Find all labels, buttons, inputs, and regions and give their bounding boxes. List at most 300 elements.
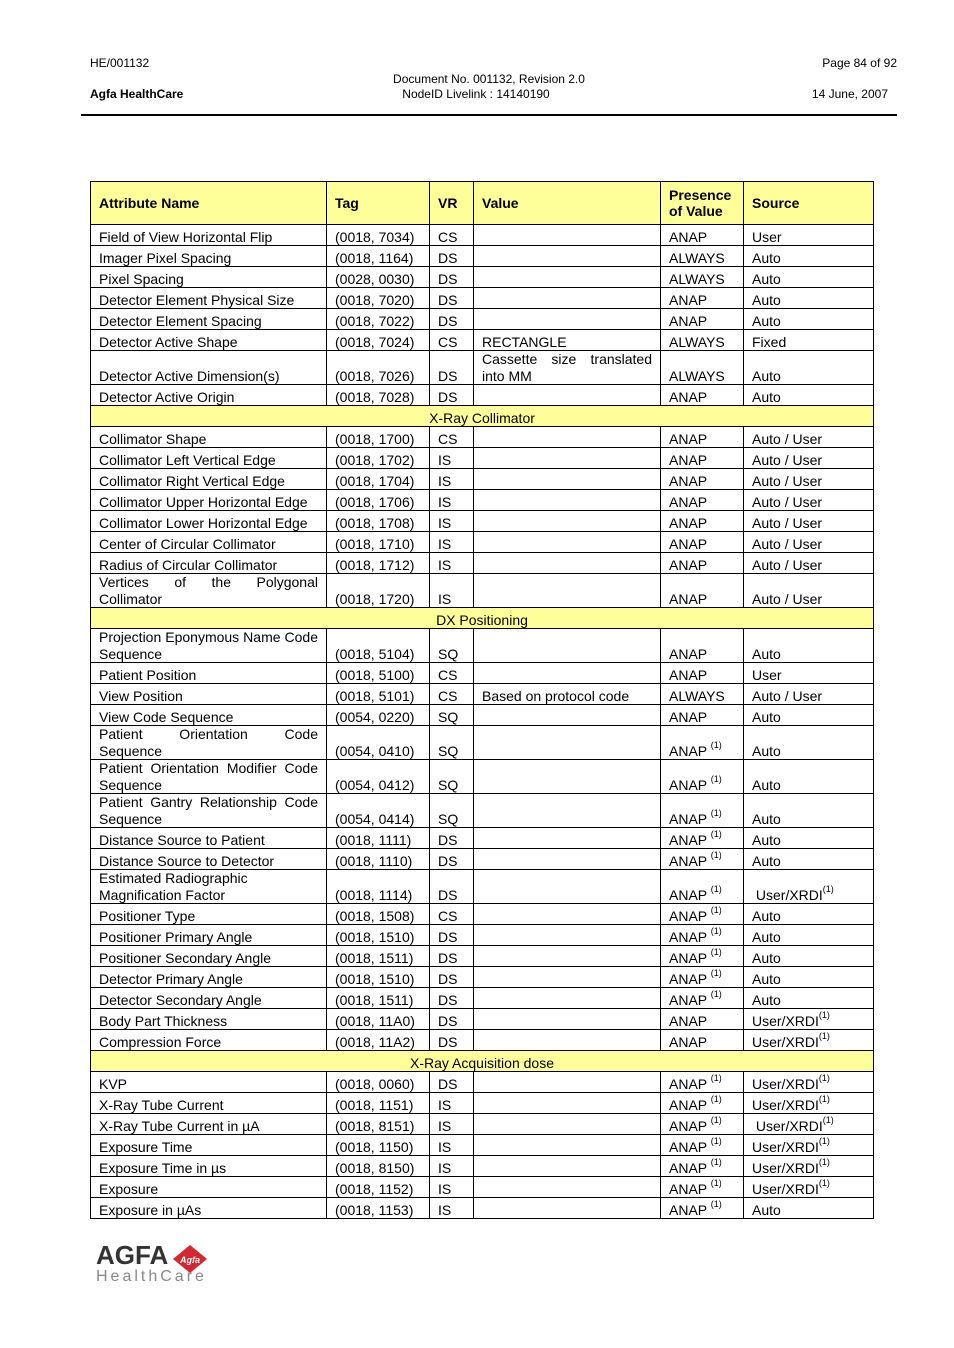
value-cell [474,1009,661,1030]
presence-cell: ANAP $^{(1)}$ [661,726,744,760]
value-cell [474,1177,661,1198]
attribute-name-cell: Center of Circular Collimator [91,532,327,553]
section-label: X-Ray Collimator [91,406,874,427]
attribute-name-cell: KVP [91,1072,327,1093]
source-cell: Auto [744,988,874,1009]
attribute-name-cell: Patient Orientation Code Sequence [91,726,327,760]
value-cell [474,309,661,330]
attribute-name-cell: Radius of Circular Collimator [91,553,327,574]
attribute-name-cell: Detector Active Dimension(s) [91,351,327,385]
document-number: Document No. 001132, Revision 2.0 [393,72,585,86]
source-cell: Auto [744,246,874,267]
vr-cell: DS [430,1009,474,1030]
vr-cell: IS [430,1093,474,1114]
tag-cell: (0018, 1720) [327,574,430,608]
tag-cell: (0018, 1708) [327,511,430,532]
value-cell [474,726,661,760]
vr-cell: DS [430,385,474,406]
vr-cell: DS [430,309,474,330]
tag-cell: (0018, 1710) [327,532,430,553]
header-rule [81,114,897,116]
presence-cell: ANAP [661,532,744,553]
attribute-name-cell: Distance Source to Patient [91,828,327,849]
source-cell: Fixed [744,330,874,351]
table-row [91,794,874,828]
value-cell [474,511,661,532]
table-row [91,967,874,988]
value-cell [474,574,661,608]
attribute-name-cell: Collimator Upper Horizontal Edge [91,490,327,511]
footnote-marker: (1) [710,1114,722,1125]
vr-cell: DS [430,967,474,988]
doc-code: HE/001132 [90,56,150,70]
vr-cell: DS [430,288,474,309]
vr-cell: DS [430,828,474,849]
footnote-marker: (1) [710,773,722,784]
source-cell: Auto / User [744,490,874,511]
col-header-value: Value [474,182,661,225]
table-row [91,1177,874,1198]
presence-cell: ALWAYS [661,267,744,288]
footnote-marker: (1) [710,849,722,860]
presence-cell: ANAP $^{(1)}$ [661,904,744,925]
vr-cell: SQ [430,794,474,828]
source-cell: User/XRDI$^{(1)}$ [744,870,874,904]
attribute-name-cell: Exposure Time [91,1135,327,1156]
attribute-name-cell: View Position [91,684,327,705]
footnote-marker: (1) [710,904,722,915]
value-cell: Cassette size translated into MM [474,351,661,385]
table-row [91,309,874,330]
value-cell [474,448,661,469]
tag-cell: (0018, 1702) [327,448,430,469]
tag-cell: (0018, 1150) [327,1135,430,1156]
attribute-table [90,181,874,1219]
table-row [91,288,874,309]
value-cell [474,532,661,553]
footnote-marker: (1) [710,1093,722,1104]
tag-cell: (0018, 5104) [327,629,430,663]
col-header-presence: Presence of Value [661,182,744,225]
source-cell: Auto / User [744,532,874,553]
table-row [91,726,874,760]
tag-cell: (0018, 1511) [327,988,430,1009]
vr-cell: IS [430,490,474,511]
table-row [91,1114,874,1135]
source-cell: Auto [744,946,874,967]
source-cell: Auto / User [744,553,874,574]
table-row [91,870,874,904]
tag-cell: (0018, 7020) [327,288,430,309]
tag-cell: (0018, 1700) [327,427,430,448]
value-cell [474,246,661,267]
presence-cell: ANAP [661,469,744,490]
source-cell: User/XRDI$^{(1)}$ [744,1093,874,1114]
source-cell: Auto [744,925,874,946]
table-row [91,351,874,385]
tag-cell: (0018, 1508) [327,904,430,925]
tag-cell: (0018, 8151) [327,1114,430,1135]
footnote-marker: (1) [710,1177,722,1188]
company-name: Agfa HealthCare [90,87,184,101]
source-cell: User/XRDI$^{(1)}$ [744,1030,874,1051]
section-row [91,1051,874,1072]
value-cell [474,705,661,726]
page-number: Page 84 of 92 [822,56,897,70]
value-cell [474,946,661,967]
attribute-name-cell: Positioner Secondary Angle [91,946,327,967]
source-cell: Auto [744,904,874,925]
table-row [91,448,874,469]
value-cell [474,1198,661,1219]
table-row [91,925,874,946]
tag-cell: (0018, 1164) [327,246,430,267]
footnote-marker: (1) [710,828,722,839]
tag-cell: (0018, 1110) [327,849,430,870]
vr-cell: CS [430,225,474,246]
presence-cell: ALWAYS [661,351,744,385]
attribute-name-cell: Patient Position [91,663,327,684]
attribute-name-cell: X-Ray Tube Current [91,1093,327,1114]
footnote-marker: (1) [822,1114,834,1125]
attribute-name-cell: Detector Active Shape [91,330,327,351]
table-row [91,946,874,967]
table-row [91,1135,874,1156]
tag-cell: (0018, 1706) [327,490,430,511]
presence-cell: ANAP [661,511,744,532]
source-cell: Auto [744,629,874,663]
attribute-name-cell: Detector Secondary Angle [91,988,327,1009]
presence-cell: ANAP [661,705,744,726]
table-body [91,225,874,1219]
table-row [91,385,874,406]
vr-cell: CS [430,330,474,351]
value-cell [474,988,661,1009]
presence-cell: ANAP $^{(1)}$ [661,988,744,1009]
presence-cell: ANAP [661,385,744,406]
tag-cell: (0018, 0060) [327,1072,430,1093]
value-cell [474,870,661,904]
source-cell: User/XRDI$^{(1)}$ [744,1072,874,1093]
presence-cell: ANAP $^{(1)}$ [661,1093,744,1114]
vr-cell: DS [430,849,474,870]
footnote-marker: (1) [818,1072,830,1083]
table-row [91,330,874,351]
attribute-name-cell: View Code Sequence [91,705,327,726]
table-row [91,760,874,794]
source-cell: User [744,225,874,246]
vr-cell: SQ [430,760,474,794]
value-cell [474,469,661,490]
value-cell [474,967,661,988]
presence-cell: ANAP $^{(1)}$ [661,849,744,870]
node-id: NodeID Livelink : 14140190 [402,87,550,101]
tag-cell: (0018, 7022) [327,309,430,330]
col-header-source: Source [744,182,874,225]
presence-cell: ANAP [661,448,744,469]
presence-cell: ANAP [661,629,744,663]
value-cell [474,1072,661,1093]
table-row [91,629,874,663]
table-row [91,1093,874,1114]
vr-cell: CS [430,684,474,705]
source-cell: Auto [744,267,874,288]
footnote-marker: (1) [818,1177,830,1188]
presence-cell: ANAP $^{(1)}$ [661,1156,744,1177]
attribute-name-cell: Positioner Type [91,904,327,925]
footnote-marker: (1) [710,1135,722,1146]
tag-cell: (0018, 1510) [327,925,430,946]
vr-cell: IS [430,1135,474,1156]
source-cell: Auto [744,760,874,794]
presence-cell: ANAP $^{(1)}$ [661,828,744,849]
value-cell [474,490,661,511]
table-row [91,490,874,511]
tag-cell: (0054, 0414) [327,794,430,828]
source-cell: Auto / User [744,469,874,490]
table-row [91,532,874,553]
value-cell: Based on protocol code [474,684,661,705]
source-cell: Auto [744,967,874,988]
attribute-name-cell: Patient Orientation Modifier Code Sequence [91,760,327,794]
attribute-name-cell: Field of View Horizontal Flip [91,225,327,246]
vr-cell: IS [430,1198,474,1219]
tag-cell: (0054, 0410) [327,726,430,760]
attribute-name-cell: Detector Active Origin [91,385,327,406]
vr-cell: DS [430,925,474,946]
footnote-marker: (1) [818,1093,830,1104]
attribute-name-cell: Exposure in µAs [91,1198,327,1219]
vr-cell: IS [430,469,474,490]
value-cell [474,267,661,288]
attribute-name-cell: Collimator Lower Horizontal Edge [91,511,327,532]
logo-healthcare-text: HealthCare [96,1268,207,1285]
attribute-name-cell: Collimator Right Vertical Edge [91,469,327,490]
vr-cell: IS [430,1156,474,1177]
tag-cell: (0054, 0412) [327,760,430,794]
section-row [91,608,874,629]
footnote-marker: (1) [818,1135,830,1146]
presence-cell: ANAP [661,309,744,330]
vr-cell: SQ [430,705,474,726]
tag-cell: (0018, 1712) [327,553,430,574]
source-cell: Auto / User [744,684,874,705]
vr-cell: IS [430,511,474,532]
source-cell: Auto [744,351,874,385]
presence-cell: ANAP $^{(1)}$ [661,946,744,967]
footnote-marker: (1) [818,1030,830,1041]
source-cell: Auto / User [744,511,874,532]
footnote-marker: (1) [822,883,834,894]
col-header-vr: VR [430,182,474,225]
table-row [91,1009,874,1030]
presence-cell: ANAP [661,288,744,309]
value-cell [474,1030,661,1051]
footnote-marker: (1) [710,1198,722,1209]
source-cell: Auto [744,309,874,330]
value-cell [474,1093,661,1114]
table-row [91,427,874,448]
vr-cell: CS [430,663,474,684]
table-row [91,553,874,574]
footnote-marker: (1) [818,1009,830,1020]
attribute-name-cell: Imager Pixel Spacing [91,246,327,267]
attribute-name-cell: Exposure [91,1177,327,1198]
presence-cell: ANAP $^{(1)}$ [661,794,744,828]
vr-cell: IS [430,532,474,553]
attribute-name-cell: Detector Element Physical Size [91,288,327,309]
source-cell: User/XRDI$^{(1)}$ [744,1156,874,1177]
attribute-name-cell: Detector Primary Angle [91,967,327,988]
footnote-marker: (1) [710,946,722,957]
tag-cell: (0018, 1111) [327,828,430,849]
source-cell: Auto [744,705,874,726]
presence-cell: ANAP [661,574,744,608]
attribute-name-cell: Collimator Shape [91,427,327,448]
tag-cell: (0028, 0030) [327,267,430,288]
value-cell [474,1156,661,1177]
source-cell: User [744,663,874,684]
vr-cell: DS [430,946,474,967]
attribute-name-cell: Exposure Time in µs [91,1156,327,1177]
vr-cell: DS [430,988,474,1009]
presence-cell: ANAP $^{(1)}$ [661,1072,744,1093]
tag-cell: (0018, 7028) [327,385,430,406]
source-cell: User/XRDI$^{(1)}$ [744,1177,874,1198]
table-row [91,1072,874,1093]
vr-cell: SQ [430,726,474,760]
tag-cell: (0018, 1704) [327,469,430,490]
presence-cell: ANAP [661,553,744,574]
value-cell [474,288,661,309]
table-row [91,246,874,267]
presence-cell: ANAP $^{(1)}$ [661,1177,744,1198]
vr-cell: IS [430,574,474,608]
tag-cell: (0018, 1114) [327,870,430,904]
value-cell [474,663,661,684]
attribute-name-cell: Vertices of the Polygonal Collimator [91,574,327,608]
source-cell: Auto / User [744,574,874,608]
table-row [91,705,874,726]
tag-cell: (0018, 1151) [327,1093,430,1114]
vr-cell: IS [430,1114,474,1135]
tag-cell: (0018, 8150) [327,1156,430,1177]
value-cell [474,225,661,246]
attribute-name-cell: Projection Eponymous Name Code Sequence [91,629,327,663]
table-row [91,849,874,870]
presence-cell: ANAP [661,1030,744,1051]
presence-cell: ANAP $^{(1)}$ [661,967,744,988]
source-cell: Auto [744,828,874,849]
vr-cell: DS [430,246,474,267]
section-row [91,406,874,427]
vr-cell: CS [430,427,474,448]
table-row [91,1156,874,1177]
source-cell: Auto [744,1198,874,1219]
table-row [91,1198,874,1219]
attribute-name-cell: X-Ray Tube Current in µA [91,1114,327,1135]
attribute-name-cell: Patient Gantry Relationship Code Sequence [91,794,327,828]
logo-wordmark: AGFA [96,1240,169,1270]
value-cell [474,849,661,870]
attribute-name-cell: Body Part Thickness [91,1009,327,1030]
footnote-marker: (1) [818,1156,830,1167]
col-header-attribute-name: Attribute Name [91,182,327,225]
source-cell: Auto [744,726,874,760]
presence-cell: ANAP [661,1009,744,1030]
table-row [91,828,874,849]
tag-cell: (0018, 1511) [327,946,430,967]
presence-cell: ANAP $^{(1)}$ [661,925,744,946]
source-cell: Auto [744,794,874,828]
tag-cell: (0018, 1152) [327,1177,430,1198]
presence-cell: ANAP [661,490,744,511]
value-cell [474,794,661,828]
footnote-marker: (1) [710,1072,722,1083]
value-cell [474,553,661,574]
value-cell [474,385,661,406]
footnote-marker: (1) [710,739,722,750]
footnote-marker: (1) [710,988,722,999]
tag-cell: (0018, 1153) [327,1198,430,1219]
source-cell: Auto [744,385,874,406]
attribute-name-cell: Collimator Left Vertical Edge [91,448,327,469]
vr-cell: SQ [430,629,474,663]
table-row [91,511,874,532]
presence-cell: ANAP [661,225,744,246]
presence-cell: ALWAYS [661,246,744,267]
tag-cell: (0018, 7024) [327,330,430,351]
tag-cell: (0018, 11A2) [327,1030,430,1051]
attribute-name-cell: Detector Element Spacing [91,309,327,330]
value-cell [474,427,661,448]
footnote-marker: (1) [710,883,722,894]
value-cell [474,1114,661,1135]
vr-cell: DS [430,1072,474,1093]
section-label: DX Positioning [91,608,874,629]
vr-cell: DS [430,267,474,288]
table-row [91,267,874,288]
presence-cell: ALWAYS [661,330,744,351]
presence-cell: ALWAYS [661,684,744,705]
source-cell: Auto [744,849,874,870]
vr-cell: IS [430,1177,474,1198]
attribute-name-cell: Positioner Primary Angle [91,925,327,946]
table-header-row [91,182,874,225]
document-date: 14 June, 2007 [811,87,888,101]
attribute-name-cell: Estimated Radiographic Magnification Factor [91,870,327,904]
table-row [91,904,874,925]
footnote-marker: (1) [710,967,722,978]
presence-cell: ANAP [661,427,744,448]
source-cell: User/XRDI$^{(1)}$ [744,1135,874,1156]
source-cell: User/XRDI$^{(1)}$ [744,1114,874,1135]
value-cell [474,828,661,849]
table-row [91,469,874,490]
vr-cell: CS [430,904,474,925]
table-row [91,225,874,246]
source-cell: User/XRDI$^{(1)}$ [744,1009,874,1030]
tag-cell: (0018, 7026) [327,351,430,385]
value-cell [474,925,661,946]
source-cell: Auto [744,288,874,309]
presence-cell: ANAP $^{(1)}$ [661,1114,744,1135]
tag-cell: (0054, 0220) [327,705,430,726]
col-header-tag: Tag [327,182,430,225]
value-cell [474,1135,661,1156]
logo-mark-text: Agfa [180,1255,200,1265]
attribute-name-cell: Pixel Spacing [91,267,327,288]
